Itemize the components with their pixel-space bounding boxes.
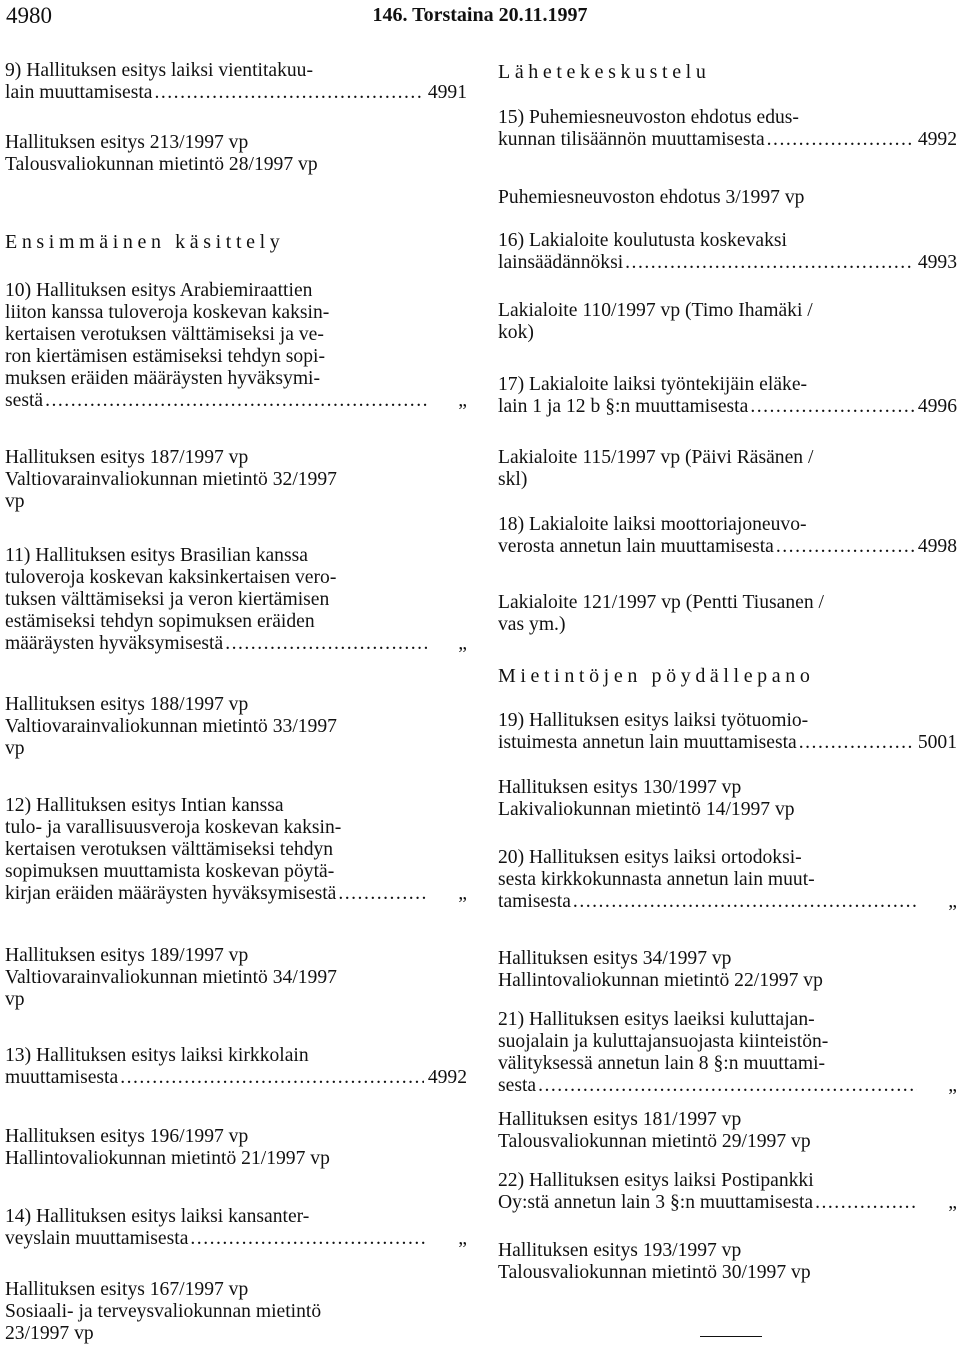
agenda-item-line: 9) Hallituksen esitys laiksi vientitakuu- xyxy=(5,60,314,81)
agenda-item-text xyxy=(5,280,467,390)
agenda-item xyxy=(498,1009,957,1097)
agenda-item-last-line xyxy=(498,891,957,913)
dot-leader xyxy=(767,129,914,151)
agenda-item-text xyxy=(498,1170,957,1192)
dot-leader xyxy=(799,732,914,754)
agenda-item-last-line xyxy=(5,82,467,104)
agenda-item-last-line xyxy=(5,1067,467,1089)
reference-line: Talousvaliokunnan mietintö 29/1997 vp xyxy=(498,1131,811,1152)
agenda-item-line: lainsäädännöksi xyxy=(498,252,624,273)
reference-line: vp xyxy=(5,491,25,512)
agenda-item-line: tamisesta xyxy=(498,891,571,912)
agenda-item xyxy=(498,847,957,913)
agenda-item-line: muksen eräiden määräysten hyväksymi- xyxy=(5,368,321,389)
reference-line: Hallituksen esitys 193/1997 vp xyxy=(498,1240,742,1261)
agenda-item-last-line xyxy=(498,1192,957,1214)
agenda-item xyxy=(5,1045,467,1089)
dot-leader xyxy=(45,390,427,412)
document-reference xyxy=(5,447,467,513)
reference-line: Puhemiesneuvoston ehdotus 3/1997 vp xyxy=(498,187,805,208)
agenda-item-line: 19) Hallituksen esitys laiksi työtuomio- xyxy=(498,710,809,731)
reference-line: vas ym.) xyxy=(498,614,566,635)
agenda-item-line: tuloveroja koskevan kaksinkertaisen vero- xyxy=(5,567,337,588)
agenda-item xyxy=(5,1206,467,1250)
page-reference: „ xyxy=(948,891,957,912)
agenda-item-line: ron kiertämisen estämiseksi tehdyn sopi- xyxy=(5,346,325,367)
reference-line: Lakivaliokunnan mietintö 14/1997 vp xyxy=(498,799,795,820)
reference-line: Hallituksen esitys 188/1997 vp xyxy=(5,694,249,715)
agenda-item xyxy=(498,107,957,151)
document-reference xyxy=(498,592,957,636)
agenda-item-last-line xyxy=(498,129,957,151)
reference-line: Hallituksen esitys 189/1997 vp xyxy=(5,945,249,966)
agenda-item-text xyxy=(5,1206,467,1228)
agenda-item-text xyxy=(498,374,957,396)
reference-line: skl) xyxy=(498,469,528,490)
agenda-item-last-line xyxy=(5,633,467,655)
reference-line: kok) xyxy=(498,322,534,343)
document-reference xyxy=(498,447,957,491)
agenda-item-text xyxy=(5,1045,467,1067)
dot-leader xyxy=(776,536,914,558)
end-rule xyxy=(700,1336,762,1337)
agenda-item xyxy=(498,1170,957,1214)
agenda-item-line: 22) Hallituksen esitys laiksi Postipankki xyxy=(498,1170,814,1191)
dot-leader xyxy=(154,82,423,104)
agenda-item-line: lain muuttamisesta xyxy=(5,82,153,103)
dot-leader xyxy=(120,1067,424,1089)
agenda-item-text xyxy=(5,795,467,883)
agenda-item-line: liiton kanssa tuloveroja koskevan kaksin- xyxy=(5,302,330,323)
section-heading: Ensimmäinen käsittely xyxy=(5,231,285,253)
agenda-item-line: kirjan eräiden määräysten hyväksymisestä xyxy=(5,883,337,904)
agenda-item-last-line xyxy=(498,732,957,754)
document-reference xyxy=(5,1126,467,1170)
agenda-item-line: välityksessä annetun lain 8 §:n muuttami- xyxy=(498,1053,826,1074)
reference-line: Valtiovarainvaliokunnan mietintö 32/1997 xyxy=(5,469,337,490)
reference-line: vp xyxy=(5,989,25,1010)
agenda-item xyxy=(498,374,957,418)
reference-line: Hallituksen esitys 181/1997 vp xyxy=(498,1109,742,1130)
agenda-item-line: kertaisen verotuksen välttämiseksi ja ve- xyxy=(5,324,324,345)
reference-line: Hallituksen esitys 196/1997 vp xyxy=(5,1126,249,1147)
dot-leader xyxy=(815,1192,917,1214)
document-reference xyxy=(498,1109,957,1153)
reference-line: Sosiaali- ja terveysvaliokunnan mietintö xyxy=(5,1301,322,1322)
page-reference: „ xyxy=(458,883,467,904)
agenda-item-line: 11) Hallituksen esitys Brasilian kanssa xyxy=(5,545,308,566)
agenda-item-line: sesta kirkkokunnasta annetun lain muut- xyxy=(498,869,815,890)
agenda-item-last-line xyxy=(498,1075,957,1097)
reference-line: Talousvaliokunnan mietintö 30/1997 vp xyxy=(498,1262,811,1283)
reference-line: Talousvaliokunnan mietintö 28/1997 vp xyxy=(5,154,318,175)
agenda-item-line: 16) Lakialoite koulutusta koskevaksi xyxy=(498,230,787,251)
page-reference: 4992 xyxy=(917,129,957,150)
agenda-item-line: määräysten hyväksymisestä xyxy=(5,633,224,654)
document-reference xyxy=(5,1279,467,1345)
agenda-item-text xyxy=(498,847,957,891)
reference-line: Lakialoite 121/1997 vp (Pentti Tiusanen / xyxy=(498,592,825,613)
reference-line: Hallituksen esitys 213/1997 vp xyxy=(5,132,249,153)
agenda-item xyxy=(5,280,467,412)
agenda-item-line: 13) Hallituksen esitys laiksi kirkkolain xyxy=(5,1045,309,1066)
document-reference xyxy=(498,948,957,992)
agenda-item-line: 21) Hallituksen esitys laeiksi kuluttajan- xyxy=(498,1009,815,1030)
agenda-item xyxy=(5,60,467,104)
document-reference xyxy=(498,777,957,821)
agenda-item-last-line xyxy=(498,396,957,418)
page-reference: 4992 xyxy=(427,1067,467,1088)
agenda-item-line: suojalain ja kuluttajansuojasta kiinteistön- xyxy=(498,1031,829,1052)
page-reference: 4998 xyxy=(917,536,957,557)
agenda-item-line: sestä xyxy=(5,390,44,411)
reference-line: Hallintovaliokunnan mietintö 21/1997 vp xyxy=(5,1148,330,1169)
dot-leader xyxy=(338,883,427,905)
page-reference: „ xyxy=(948,1075,957,1096)
reference-line: vp xyxy=(5,738,25,759)
agenda-item-last-line xyxy=(5,390,467,412)
agenda-item-line: kertaisen verotuksen välttämiseksi tehdyn xyxy=(5,839,334,860)
page-reference: 5001 xyxy=(917,732,957,753)
page-reference: „ xyxy=(458,1228,467,1249)
document-reference xyxy=(498,1240,957,1284)
agenda-item-line: 15) Puhemiesneuvoston ehdotus edus- xyxy=(498,107,799,128)
dot-leader xyxy=(190,1228,427,1250)
agenda-item-line: sopimuksen muuttamista koskevan pöytä- xyxy=(5,861,335,882)
agenda-item-text xyxy=(498,710,957,732)
agenda-item-line: 12) Hallituksen esitys Intian kanssa xyxy=(5,795,284,816)
agenda-item xyxy=(5,545,467,655)
reference-line: Hallituksen esitys 187/1997 vp xyxy=(5,447,249,468)
agenda-item xyxy=(498,710,957,754)
agenda-item xyxy=(498,230,957,274)
document-reference xyxy=(5,132,467,176)
agenda-item-text xyxy=(498,1009,957,1075)
agenda-item-line: 17) Lakialoite laiksi työntekijäin eläke- xyxy=(498,374,808,395)
reference-line: Hallituksen esitys 34/1997 vp xyxy=(498,948,732,969)
document-reference xyxy=(498,300,957,344)
reference-line: Valtiovarainvaliokunnan mietintö 34/1997 xyxy=(5,967,337,988)
agenda-item-line: 20) Hallituksen esitys laiksi ortodoksi- xyxy=(498,847,802,868)
agenda-item-line: tuksen välttämiseksi ja veron kiertämisen xyxy=(5,589,330,610)
agenda-item-line: muuttamisesta xyxy=(5,1067,119,1088)
page-number: 4980 xyxy=(6,3,52,28)
agenda-item-last-line xyxy=(498,252,957,274)
dot-leader xyxy=(538,1075,917,1097)
agenda-item-line: istuimesta annetun lain muuttamisesta xyxy=(498,732,797,753)
agenda-item-text xyxy=(498,107,957,129)
agenda-item-line: 10) Hallituksen esitys Arabiemiraattien xyxy=(5,280,313,301)
page-reference: 4996 xyxy=(917,396,957,417)
agenda-item-line: lain 1 ja 12 b §:n muuttamisesta xyxy=(498,396,749,417)
reference-line: Hallintovaliokunnan mietintö 22/1997 vp xyxy=(498,970,823,991)
agenda-item-line: Oy:stä annetun lain 3 §:n muuttamisesta xyxy=(498,1192,814,1213)
agenda-item-text xyxy=(498,230,957,252)
agenda-item-text xyxy=(5,60,467,82)
document-reference xyxy=(498,187,957,209)
page-reference: 4991 xyxy=(427,82,467,103)
dot-leader xyxy=(573,891,917,913)
dot-leader xyxy=(225,633,427,655)
agenda-item-line: estämiseksi tehdyn sopimuksen eräiden xyxy=(5,611,315,632)
agenda-item-line: verosta annetun lain muuttamisesta xyxy=(498,536,774,557)
page-reference: „ xyxy=(458,633,467,654)
agenda-item-last-line xyxy=(5,883,467,905)
page-reference: „ xyxy=(948,1192,957,1213)
agenda-item-last-line xyxy=(498,536,957,558)
reference-line: Hallituksen esitys 130/1997 vp xyxy=(498,777,742,798)
reference-line: Hallituksen esitys 167/1997 vp xyxy=(5,1279,249,1300)
reference-line: Lakialoite 110/1997 vp (Timo Ihamäki / xyxy=(498,300,813,321)
page-reference: 4993 xyxy=(917,252,957,273)
agenda-item xyxy=(498,514,957,558)
section-heading: Lähetekeskustelu xyxy=(498,61,711,83)
dot-leader xyxy=(750,396,913,418)
agenda-item-line: 18) Lakialoite laiksi moottoriajoneuvo- xyxy=(498,514,807,535)
document-reference xyxy=(5,694,467,760)
agenda-item-line: tulo- ja varallisuusveroja koskevan kaksin- xyxy=(5,817,342,838)
agenda-item xyxy=(5,795,467,905)
agenda-item-line: kunnan tilisäännön muuttamisesta xyxy=(498,129,765,150)
reference-line: Valtiovarainvaliokunnan mietintö 33/1997 xyxy=(5,716,337,737)
page-reference: „ xyxy=(458,390,467,411)
agenda-item-line: sesta xyxy=(498,1075,537,1096)
section-heading: Mietintöjen pöydällepano xyxy=(498,665,815,687)
reference-line: 23/1997 vp xyxy=(5,1323,94,1344)
page-header xyxy=(0,3,960,33)
document-reference xyxy=(5,945,467,1011)
agenda-item-text xyxy=(5,545,467,633)
agenda-item-line: 14) Hallituksen esitys laiksi kansanter- xyxy=(5,1206,310,1227)
agenda-item-line: veyslain muuttamisesta xyxy=(5,1228,189,1249)
agenda-item-last-line xyxy=(5,1228,467,1250)
dot-leader xyxy=(625,252,914,274)
agenda-item-text xyxy=(498,514,957,536)
session-date-header: 146. Torstaina 20.11.1997 xyxy=(372,4,588,26)
reference-line: Lakialoite 115/1997 vp (Päivi Räsänen / xyxy=(498,447,814,468)
